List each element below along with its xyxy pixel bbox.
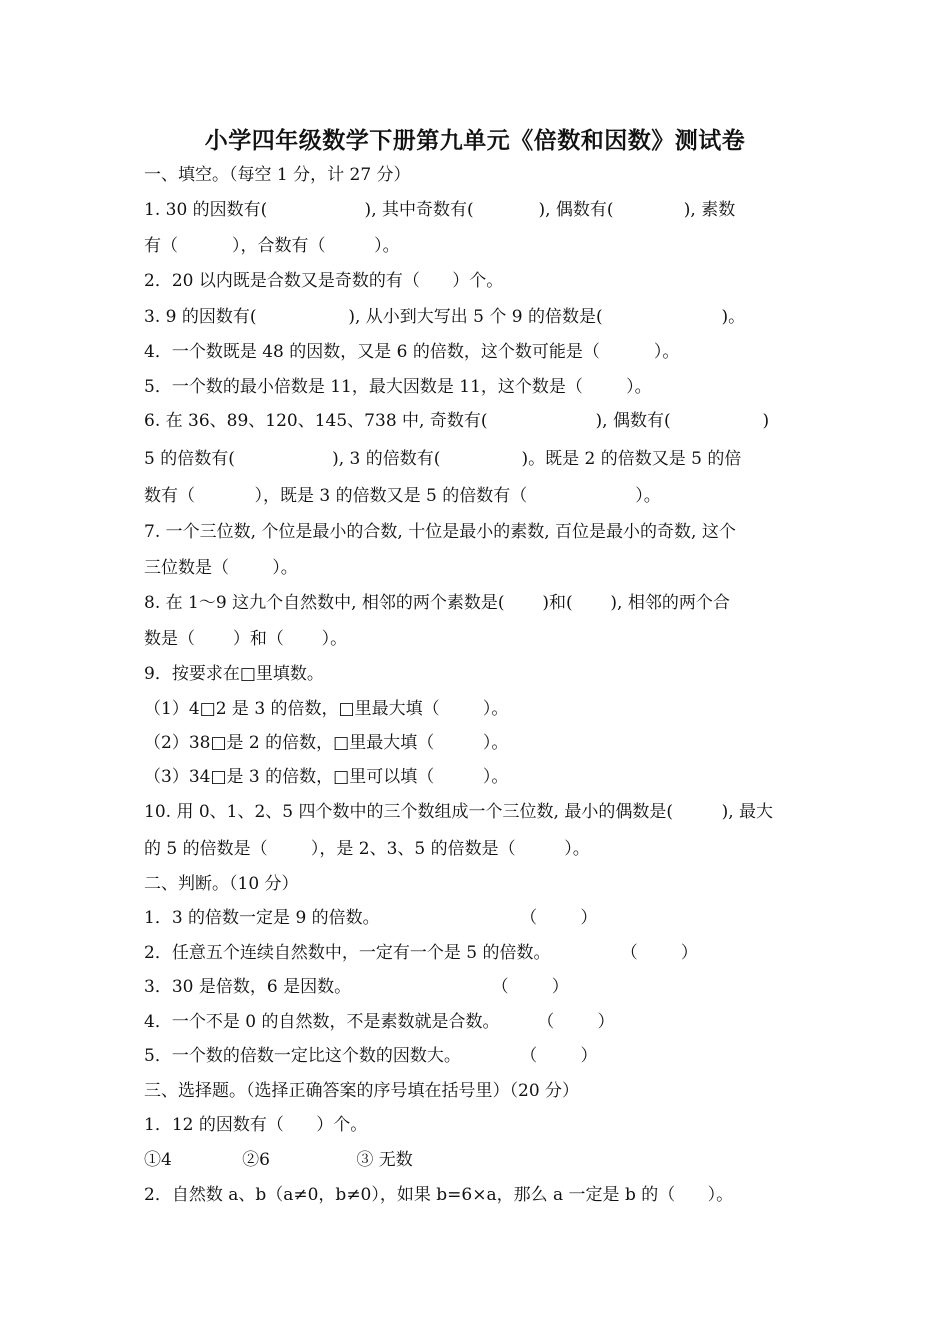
section-choice-heading: 三、选择题。（选择正确答案的序号填在括号里）（20 分） (144, 1081, 580, 1101)
section-fill-blank-heading: 一、填空。（每空 1 分，计 27 分） (144, 165, 411, 185)
question-line: 5 的倍数有( ), 3 的倍数有( )。既是 2 的倍数又是 5 的倍 (144, 449, 742, 469)
question-line: 10. 用 0、1、2、5 四个数中的三个数组成一个三位数, 最小的偶数是( ), 最大 (144, 802, 774, 822)
question-line: 6. 在 36、89、120、145、738 中, 奇数有( ), 偶数有( ) (144, 411, 770, 431)
question-line: 5．一个数的最小倍数是 11，最大因数是 11，这个数是（ ）。 (144, 377, 652, 397)
question-line: 5．一个数的倍数一定比这个数的因数大。 （ ） (144, 1046, 598, 1066)
choice-options: ①4 ②6 ③ 无数 (144, 1150, 413, 1170)
question-line: 2．任意五个连续自然数中，一定有一个是 5 的倍数。 （ ） (144, 943, 698, 963)
question-line: 9．按要求在□里填数。 (144, 664, 324, 684)
question-line: 3. 9 的因数有( ), 从小到大写出 5 个 9 的倍数是( )。 (144, 307, 746, 327)
question-line: 7. 一个三位数, 个位是最小的合数, 十位是最小的素数, 百位是最小的奇数, 这个 (144, 522, 736, 542)
question-line: 1．12 的因数有（ ）个。 (144, 1115, 368, 1135)
question-line: 2．20 以内既是合数又是奇数的有（ ）个。 (144, 271, 504, 291)
question-line: 的 5 的倍数是（ ），是 2、3、5 的倍数是（ ）。 (144, 839, 590, 859)
question-line: （3）34□是 3 的倍数，□里可以填（ ）。 (144, 767, 509, 787)
question-line: 4．一个数既是 48 的因数，又是 6 的倍数，这个数可能是（ ）。 (144, 342, 680, 362)
section-judgment-heading: 二、判断。（10 分） (144, 874, 299, 894)
question-line: 1. 30 的因数有( ), 其中奇数有( ), 偶数有( ), 素数 (144, 200, 736, 220)
question-line: 8. 在 1～9 这九个自然数中, 相邻的两个素数是( )和( ), 相邻的两个合 (144, 593, 730, 613)
question-line: （1）4□2 是 3 的倍数，□里最大填（ ）。 (144, 699, 509, 719)
question-line: 三位数是（ ）。 (144, 558, 298, 578)
question-line: （2）38□是 2 的倍数，□里最大填（ ）。 (144, 733, 509, 753)
question-line: 4．一个不是 0 的自然数，不是素数就是合数。 （ ） (144, 1012, 615, 1032)
question-line: 1．3 的倍数一定是 9 的倍数。 （ ） (144, 908, 598, 928)
question-line: 3．30 是倍数，6 是因数。 （ ） (144, 977, 569, 997)
page-title: 小学四年级数学下册第九单元《倍数和因数》测试卷 (204, 128, 746, 154)
question-line: 数有（ ），既是 3 的倍数又是 5 的倍数有（ ）。 (144, 486, 661, 506)
question-line: 数是（ ）和（ ）。 (144, 629, 348, 649)
question-line: 有（ ），合数有（ ）。 (144, 236, 400, 256)
question-line: 2．自然数 a、b（a≠0，b≠0），如果 b=6×a，那么 a 一定是 b 的（ ）。 (144, 1185, 734, 1205)
